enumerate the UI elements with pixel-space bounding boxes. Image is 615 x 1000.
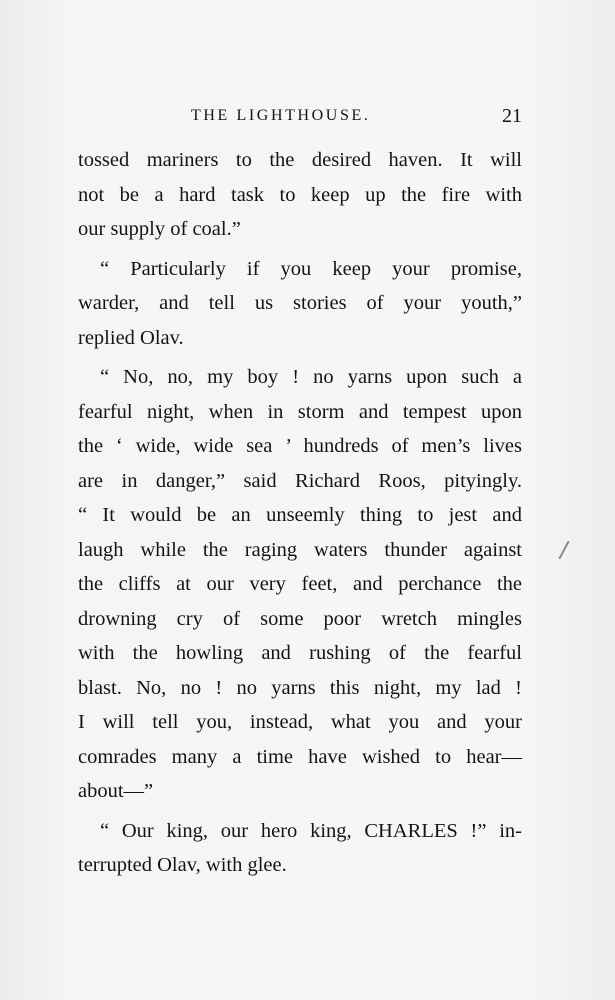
text-line: “ Particularly if you keep your promise, — [100, 257, 522, 280]
body-text — [78, 143, 522, 888]
paragraph — [78, 252, 522, 356]
text-line: about—” — [78, 780, 154, 802]
text-line: “ No, no, my boy ! no yarns upon such a — [100, 366, 522, 388]
text-line: are in danger,” said Richard Roos, pityingly. — [78, 469, 522, 492]
running-title: THE LIGHTHOUSE. — [191, 107, 371, 124]
text-line: terrupted Olav, with glee. — [78, 854, 287, 876]
text-line: blast. No, no ! no yarns this night, my lad ! — [78, 676, 522, 699]
page-number: 21 — [502, 105, 522, 127]
paragraph — [78, 360, 522, 809]
text-line: fearful night, when in storm and tempest upon — [78, 400, 522, 423]
paragraph — [78, 143, 522, 247]
page-header — [78, 107, 522, 131]
margin-pencil-mark — [558, 541, 569, 560]
text-line: the cliffs at our very feet, and perchance the — [78, 573, 522, 595]
text-line: “ Our king, our hero king, CHARLES !” in- — [100, 819, 522, 842]
text-line: not be a hard task to keep up the fire with — [78, 183, 522, 206]
text-line: tossed mariners to the desired haven. It will — [78, 149, 522, 171]
text-line: warder, and tell us stories of your youth,” — [78, 292, 522, 314]
text-line: I will tell you, instead, what you and your — [78, 711, 522, 733]
text-line: with the howling and rushing of the fearful — [78, 642, 522, 664]
text-line: drowning cry of some poor wretch mingles — [78, 607, 522, 630]
paragraph — [78, 814, 522, 883]
text-line: our supply of coal.” — [78, 218, 241, 240]
text-line: “ It would be an unseemly thing to jest and — [78, 504, 522, 526]
text-line: the ‘ wide, wide sea ’ hundreds of men’s lives — [78, 435, 522, 457]
text-line: comrades many a time have wished to hear— — [78, 745, 522, 768]
text-line: laugh while the raging waters thunder against — [78, 538, 522, 561]
text-line: replied Olav. — [78, 326, 184, 349]
